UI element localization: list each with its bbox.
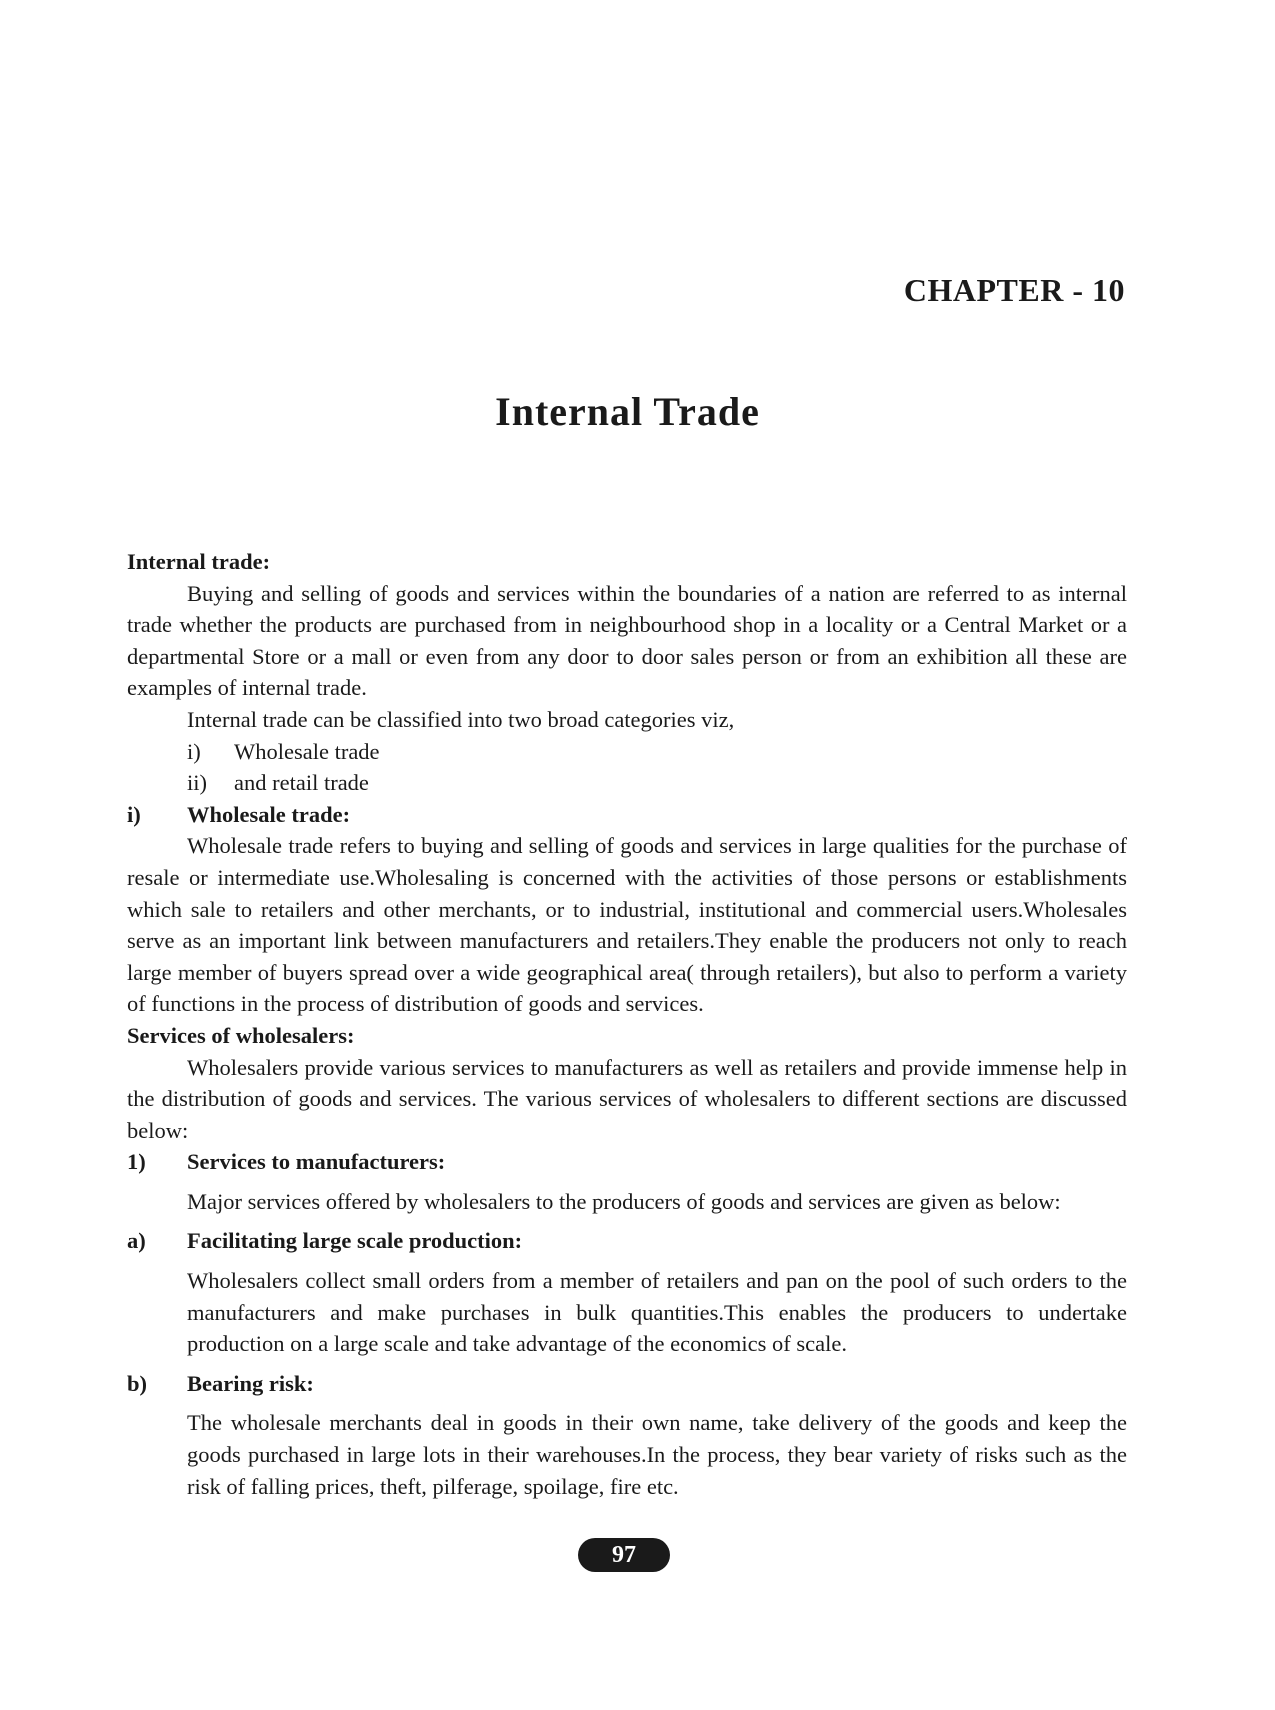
services-to-manufacturers-heading — [127, 1146, 1127, 1178]
bearing-risk-paragraph: The wholesale merchants deal in goods in their own name, take delivery of the goods and keep the goods purchased in large lots in their warehouses.In the process, they bear variety of risks such as the risk of falling prices, theft, pilferage, spoilage, fire etc. — [187, 1410, 1127, 1499]
section-marker: 1) — [127, 1149, 146, 1175]
section-heading-text: Services to manufacturers: — [187, 1149, 446, 1175]
page-number-badge: 97 — [578, 1538, 670, 1572]
chapter-label: CHAPTER - 10 — [903, 272, 1125, 308]
bearing-risk-heading — [127, 1368, 1127, 1400]
internal-trade-paragraph: Buying and selling of goods and services within the boundaries of a nation are referred to as internal trade whether the products are purchased from in neighbourhood shop in a locality or a Central Market or a departmental Store or a mall or even from any door to door sales person or from an exhibition all these are examples of internal trade. — [127, 580, 1127, 701]
list-item — [127, 767, 1127, 799]
classification-paragraph: Internal trade can be classified into two broad categories viz, — [187, 706, 735, 732]
section-marker: i) — [127, 801, 141, 827]
page-content — [127, 546, 1127, 1502]
item-heading-text: Facilitating large scale production: — [187, 1228, 523, 1254]
facilitating-production-heading — [127, 1225, 1127, 1257]
services-to-manufacturers-intro: Major services offered by wholesalers to the producers of goods and services are given as below: — [187, 1188, 1061, 1214]
item-marker: a) — [127, 1228, 146, 1254]
section-heading-text: Wholesale trade: — [187, 801, 351, 827]
list-marker: i) — [187, 738, 201, 764]
item-marker: b) — [127, 1370, 148, 1396]
item-heading-text: Bearing risk: — [187, 1370, 314, 1396]
wholesale-trade-paragraph: Wholesale trade refers to buying and selling of goods and services in large qualities for the purchase of resale or intermediate use.Wholesaling is concerned with the activities of those persons or establishments which sale to retailers and other merchants, or to industrial, institutional and commercial users.Wholesales serve as an important link between manufacturers and retailers.They enable the producers not only to reach large member of buyers spread over a wide geographical area( through retailers), but also to perform a variety of functions in the process of distribution of goods and services. — [127, 833, 1127, 1017]
list-marker: ii) — [187, 770, 207, 796]
internal-trade-heading: Internal trade: — [127, 549, 271, 574]
services-of-wholesalers-paragraph: Wholesalers provide various services to manufacturers as well as retailers and provide immense help in the distribution of goods and services. The various services of wholesalers to different sections are discussed below: — [127, 1054, 1127, 1143]
list-item — [127, 736, 1127, 768]
list-text: Wholesale trade — [234, 738, 380, 764]
chapter-title: Internal Trade — [495, 389, 760, 434]
wholesale-trade-heading — [127, 799, 1127, 831]
services-of-wholesalers-heading: Services of wholesalers: — [127, 1022, 355, 1048]
facilitating-production-paragraph: Wholesalers collect small orders from a member of retailers and pan on the pool of such orders to the manufacturers and make purchases in bulk quantities.This enables the producers to undertake production on a large scale and take advantage of the economics of scale. — [187, 1268, 1127, 1357]
list-text: and retail trade — [234, 770, 369, 796]
